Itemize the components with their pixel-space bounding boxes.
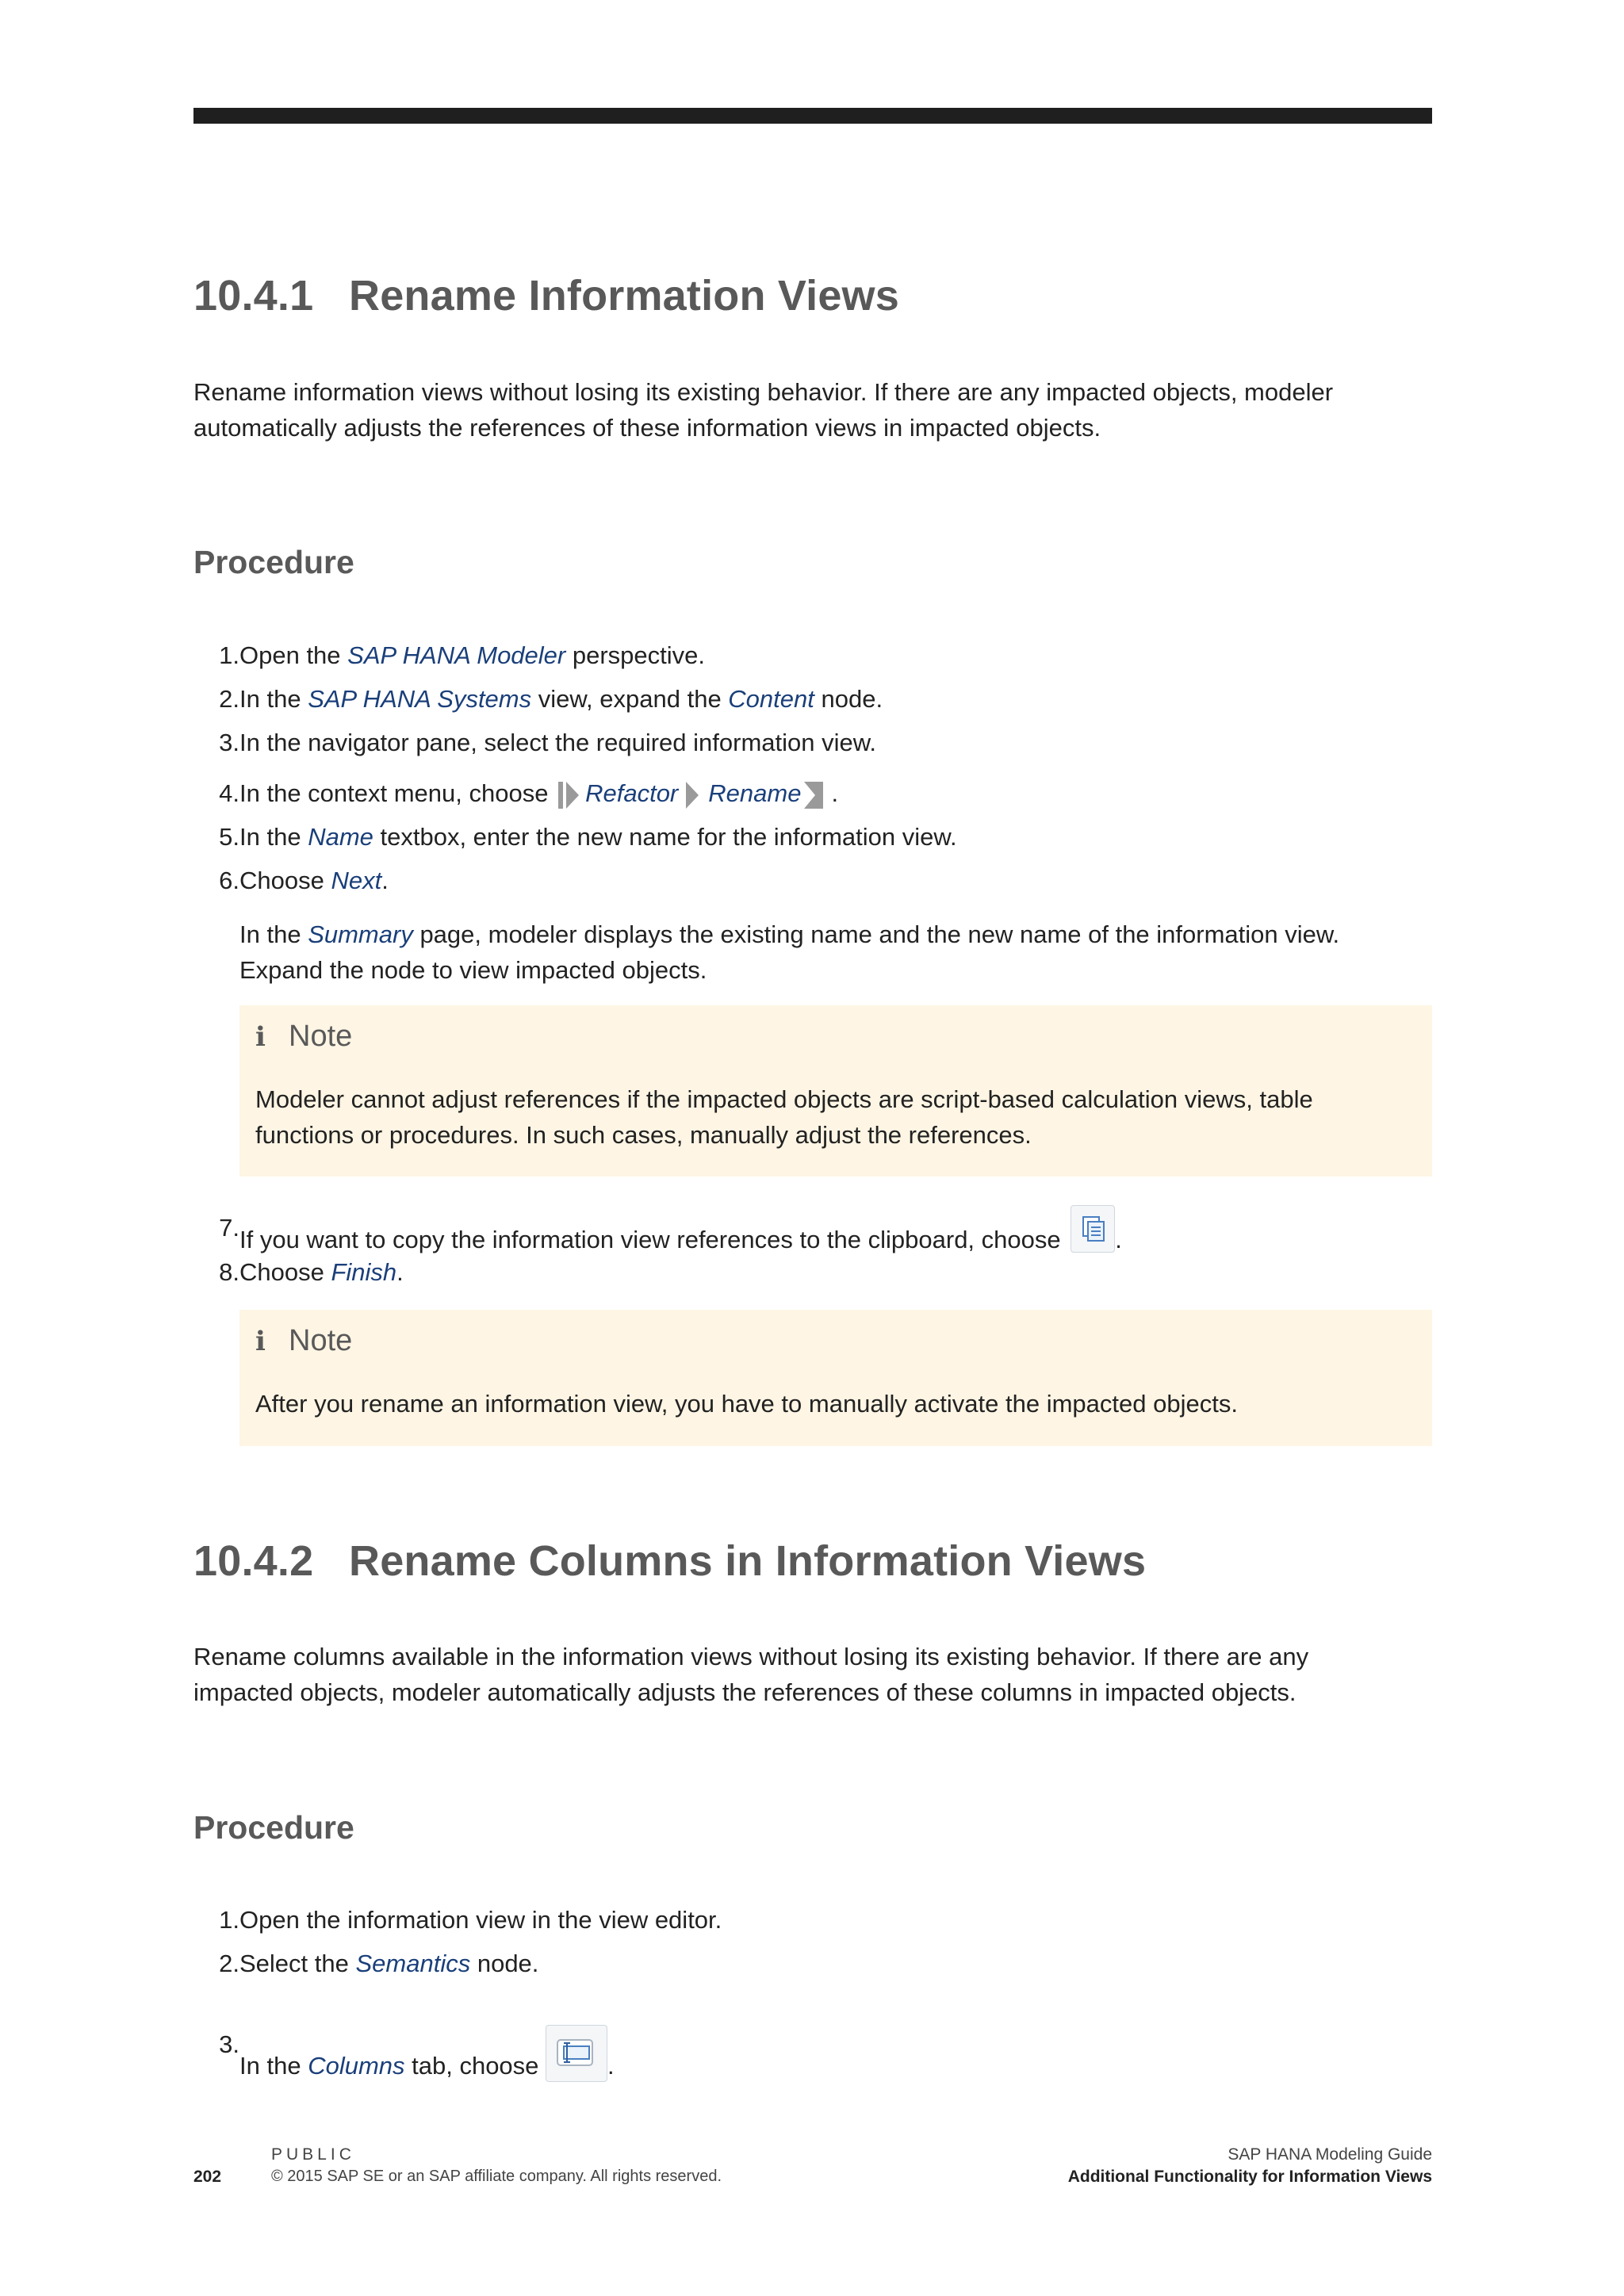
ui-term: SAP HANA Systems (308, 685, 532, 713)
ui-term: Next (331, 867, 382, 894)
step-text: Select the (239, 1950, 356, 1977)
step-number: 1. (219, 641, 239, 669)
menu-path-arrow-icon (681, 782, 705, 809)
note-header (255, 1020, 352, 1054)
ui-term: Semantics (355, 1950, 471, 1977)
step-text: node. (470, 1950, 539, 1977)
footer-copyright: © 2015 SAP SE or an SAP affiliate company. All rights reserved. (271, 2168, 722, 2185)
ui-term: Summary (308, 920, 413, 948)
step-text: . (1115, 1226, 1122, 1253)
ui-term: Content (728, 685, 814, 713)
ui-term: Rename (708, 779, 802, 807)
note-header (255, 1324, 352, 1358)
step-number: 6. (219, 867, 239, 894)
document-page (193, 0, 1432, 2296)
step-text: node. (814, 685, 883, 713)
ui-term: Refactor (585, 779, 679, 807)
step-text: view, expand the (531, 685, 729, 713)
step-text: In the navigator pane, select the required information view. (239, 729, 877, 756)
step-number: 3. (219, 729, 239, 756)
note-text: After you rename an information view, you have to manually activate the impacted objects. (255, 1390, 1238, 1418)
procedure-step (193, 681, 1432, 717)
section-intro: Rename columns available in the information views without losing its existing behavior. If there are any impacted objects, modeler automatically adjusts the references of these columns in impacted objects. (193, 1643, 1309, 1706)
copy-clipboard-icon[interactable] (1071, 1205, 1115, 1253)
section-heading-1 (193, 271, 899, 320)
footer-classification: PUBLIC (271, 2145, 355, 2164)
menu-path-end-icon (804, 782, 828, 809)
step-text: textbox, enter the new name for the information view. (373, 823, 957, 851)
menu-path-start-icon (558, 782, 582, 809)
step-text: If you want to copy the information view references to the clipboard, choose (239, 1226, 1068, 1253)
step-text: In the (239, 920, 308, 948)
step-text: Open the information view in the view editor. (239, 1906, 722, 1934)
procedure-heading: Procedure (193, 1809, 354, 1846)
section-heading-2 (193, 1536, 1146, 1586)
section-title: Rename Columns in Information Views (349, 1537, 1147, 1585)
note-box (239, 1310, 1432, 1446)
step-text: . (607, 2052, 615, 2080)
section-number: 10.4.1 (193, 272, 314, 320)
procedure-step (193, 819, 1432, 855)
section-intro: Rename information views without losing its existing behavior. If there are any impacted objects, modeler automatically adjusts the references of these information views in impacted objects. (193, 378, 1334, 442)
step-text: Open the (239, 641, 348, 669)
footer-chapter-title: Additional Functionality for Information Views (1067, 2168, 1432, 2186)
info-icon: i (255, 1326, 266, 1357)
rename-column-icon[interactable] (546, 2025, 607, 2082)
section-title: Rename Information Views (349, 272, 899, 320)
note-label: Note (289, 1020, 353, 1053)
section-number: 10.4.2 (193, 1537, 314, 1585)
footer-guide-title: SAP HANA Modeling Guide (1228, 2145, 1432, 2164)
ui-term: Finish (331, 1258, 397, 1286)
step-detail (239, 916, 1413, 988)
step-text: Choose (239, 867, 331, 894)
step-number: 2. (219, 1950, 239, 1977)
note-box (239, 1005, 1432, 1177)
procedure-step (193, 1254, 1432, 1290)
step-number: 8. (219, 1258, 239, 1286)
ui-term: SAP HANA Modeler (347, 641, 566, 669)
top-rule (193, 108, 1432, 124)
ui-term: Name (308, 823, 373, 851)
step-number: 5. (219, 823, 239, 851)
step-text: In the context menu, choose (239, 779, 556, 807)
step-text: tab, choose (404, 2052, 546, 2080)
step-number: 7. (219, 1214, 239, 1242)
step-text: . (396, 1258, 404, 1286)
procedure-step (193, 637, 1432, 673)
step-number: 1. (219, 1906, 239, 1934)
info-icon: i (255, 1021, 266, 1053)
step-text: In the (239, 823, 308, 851)
step-text: In the (239, 685, 308, 713)
procedure-step (193, 1902, 1432, 1938)
procedure-step (193, 863, 1432, 898)
footer-page-number: 202 (193, 2168, 222, 2186)
step-number: 4. (219, 779, 239, 807)
procedure-step (193, 1946, 1432, 1981)
step-text: . (381, 867, 389, 894)
procedure-step (193, 1210, 1432, 1253)
step-text: page, modeler displays the existing name and the new name of the information view. Expand the node to view impacted objects. (239, 920, 1340, 984)
step-number: 3. (219, 2030, 239, 2058)
ui-term: Columns (308, 2052, 405, 2080)
step-text: In the (239, 2052, 308, 2080)
note-label: Note (289, 1324, 353, 1357)
note-text: Modeler cannot adjust references if the impacted objects are script-based calculation views, table functions or procedures. In such cases, manually adjust the references. (255, 1085, 1313, 1149)
procedure-step (193, 725, 1432, 760)
step-text: . (831, 779, 839, 807)
step-text: perspective. (565, 641, 706, 669)
procedure-step (193, 2026, 1432, 2080)
procedure-step (193, 775, 1432, 811)
step-number: 2. (219, 685, 239, 713)
step-text: Choose (239, 1258, 331, 1286)
procedure-heading: Procedure (193, 544, 354, 580)
